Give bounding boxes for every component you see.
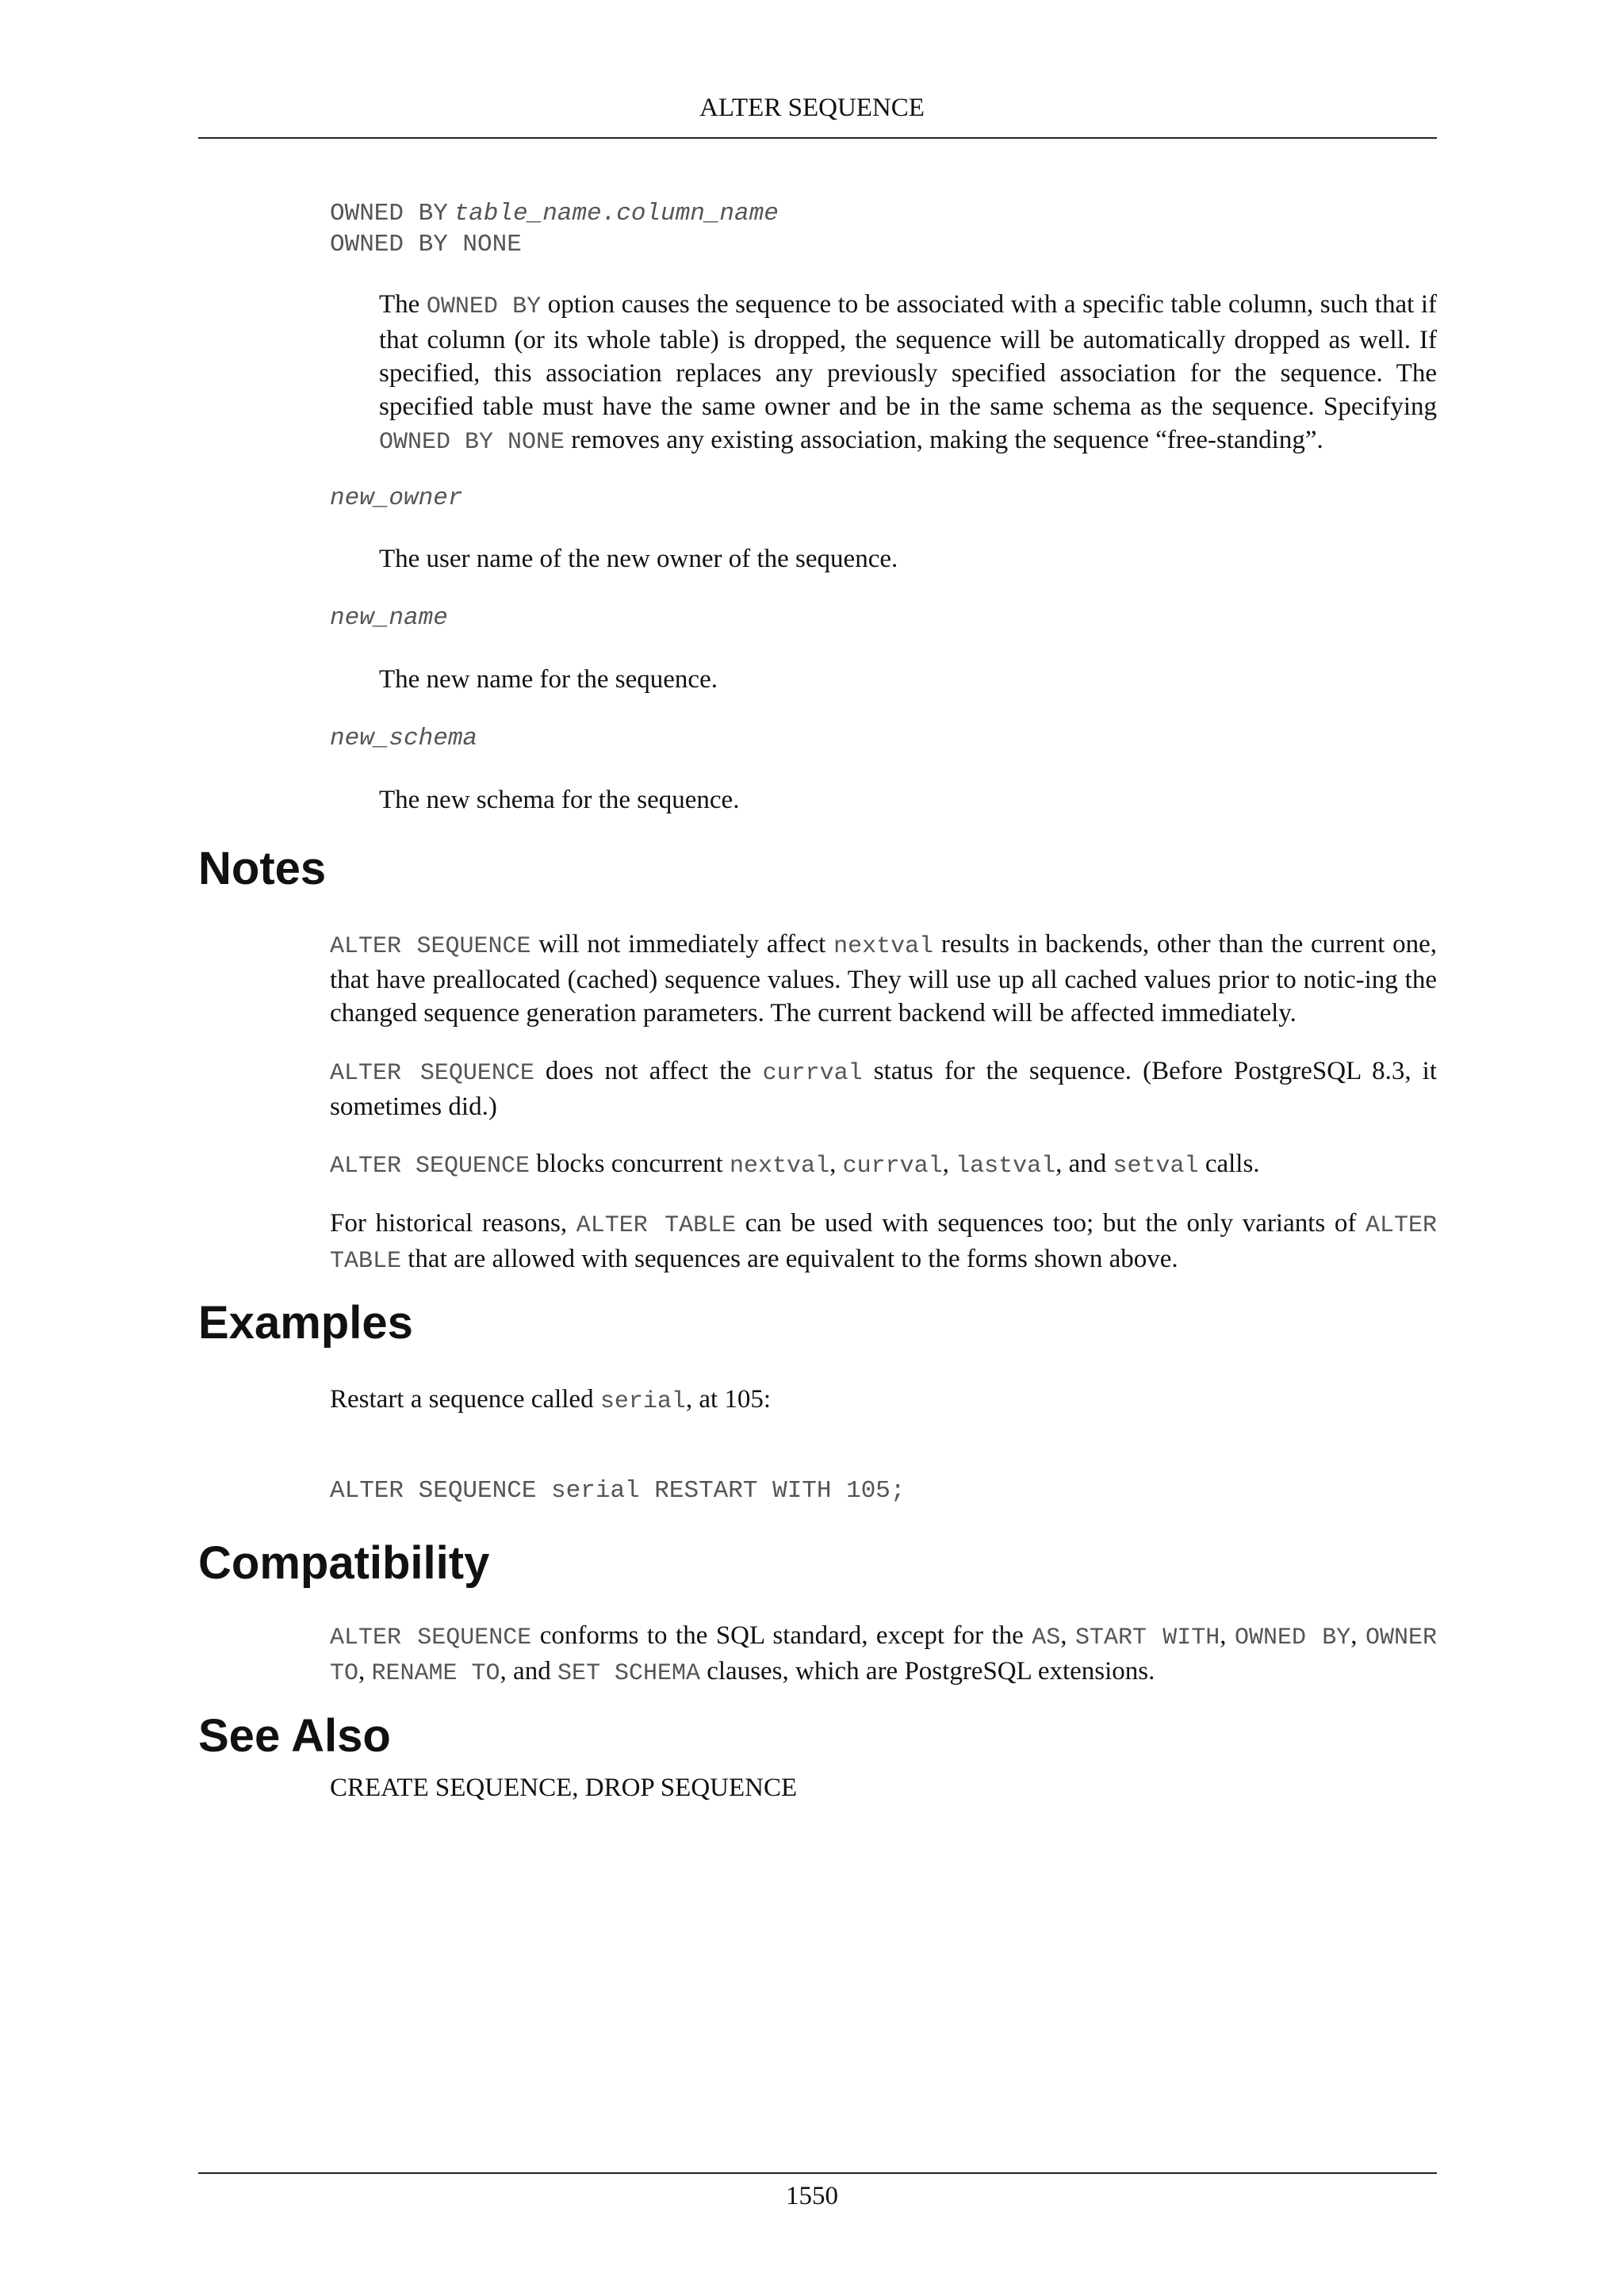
footer-rule	[198, 2172, 1437, 2174]
notes-paragraph-1: ALTER SEQUENCE will not immediately affect nextval results in backends, other than the current one, that have preallocated (cached) sequence values. They will use up all cached values prior to notic-ing the changed sequence generation parameters. The current backend will be affected immediately.	[330, 930, 1438, 1027]
notes-paragraph-3: ALTER SEQUENCE blocks concurrent nextval, currval, lastval, and setval calls.	[330, 1150, 1260, 1180]
param-term-new-owner: new_owner	[330, 484, 463, 512]
running-header: ALTER SEQUENCE	[699, 94, 925, 122]
notes-paragraph-2: ALTER SEQUENCE does not affect the currval status for the sequence. (Before PostgreSQL 8.3, it sometimes did.)	[330, 1057, 1437, 1121]
param-desc-new-name: The new name for the sequence.	[379, 665, 718, 694]
header-rule	[198, 137, 1437, 139]
param-desc-owned-by: The OWNED BY option causes the sequence to be associated with a specific table column, such that if that column (or its whole table) is dropped, the sequence will be automatically dropped as well. If specified, this association replaces any previously specified association for the sequence. The specified table must have the same owner and be in the same schema as the sequence. Specifying OWNED BY NONE removes any existing association, making the sequence “free-standing”.	[379, 290, 1437, 456]
param-term-new-name: new_name	[330, 604, 448, 632]
notes-paragraph-4: For historical reasons, ALTER TABLE can be used with sequences too; but the only variants of ALTER TABLE that are allowed with sequences are equivalent to the forms shown above.	[330, 1209, 1438, 1275]
section-heading-examples: Examples	[198, 1297, 413, 1349]
see-also-links[interactable]: CREATE SEQUENCE, DROP SEQUENCE	[330, 1774, 798, 1802]
param-desc-new-owner: The user name of the new owner of the sequence.	[379, 545, 898, 573]
param-term-arg: table_name.column_name	[454, 200, 779, 228]
param-term-new-schema: new_schema	[330, 725, 478, 752]
param-term-owned-by-none: OWNED BY NONE	[330, 231, 522, 258]
compatibility-paragraph: ALTER SEQUENCE conforms to the SQL standard, except for the AS, START WITH, OWNED BY, OWNER TO, RENAME TO, and SET SCHEMA clauses, which are PostgreSQL extensions.	[330, 1621, 1438, 1687]
param-term-owned-by: OWNED BY table_name.column_name	[330, 200, 779, 228]
section-heading-notes: Notes	[198, 843, 327, 894]
section-heading-compatibility: Compatibility	[198, 1537, 490, 1589]
page-number: 1550	[786, 2182, 838, 2210]
examples-intro: Restart a sequence called serial, at 105:	[330, 1385, 772, 1415]
example-code-block: ALTER SEQUENCE serial RESTART WITH 105;	[330, 1477, 906, 1505]
section-heading-see-also: See Also	[198, 1710, 391, 1762]
param-desc-new-schema: The new schema for the sequence.	[379, 786, 740, 814]
